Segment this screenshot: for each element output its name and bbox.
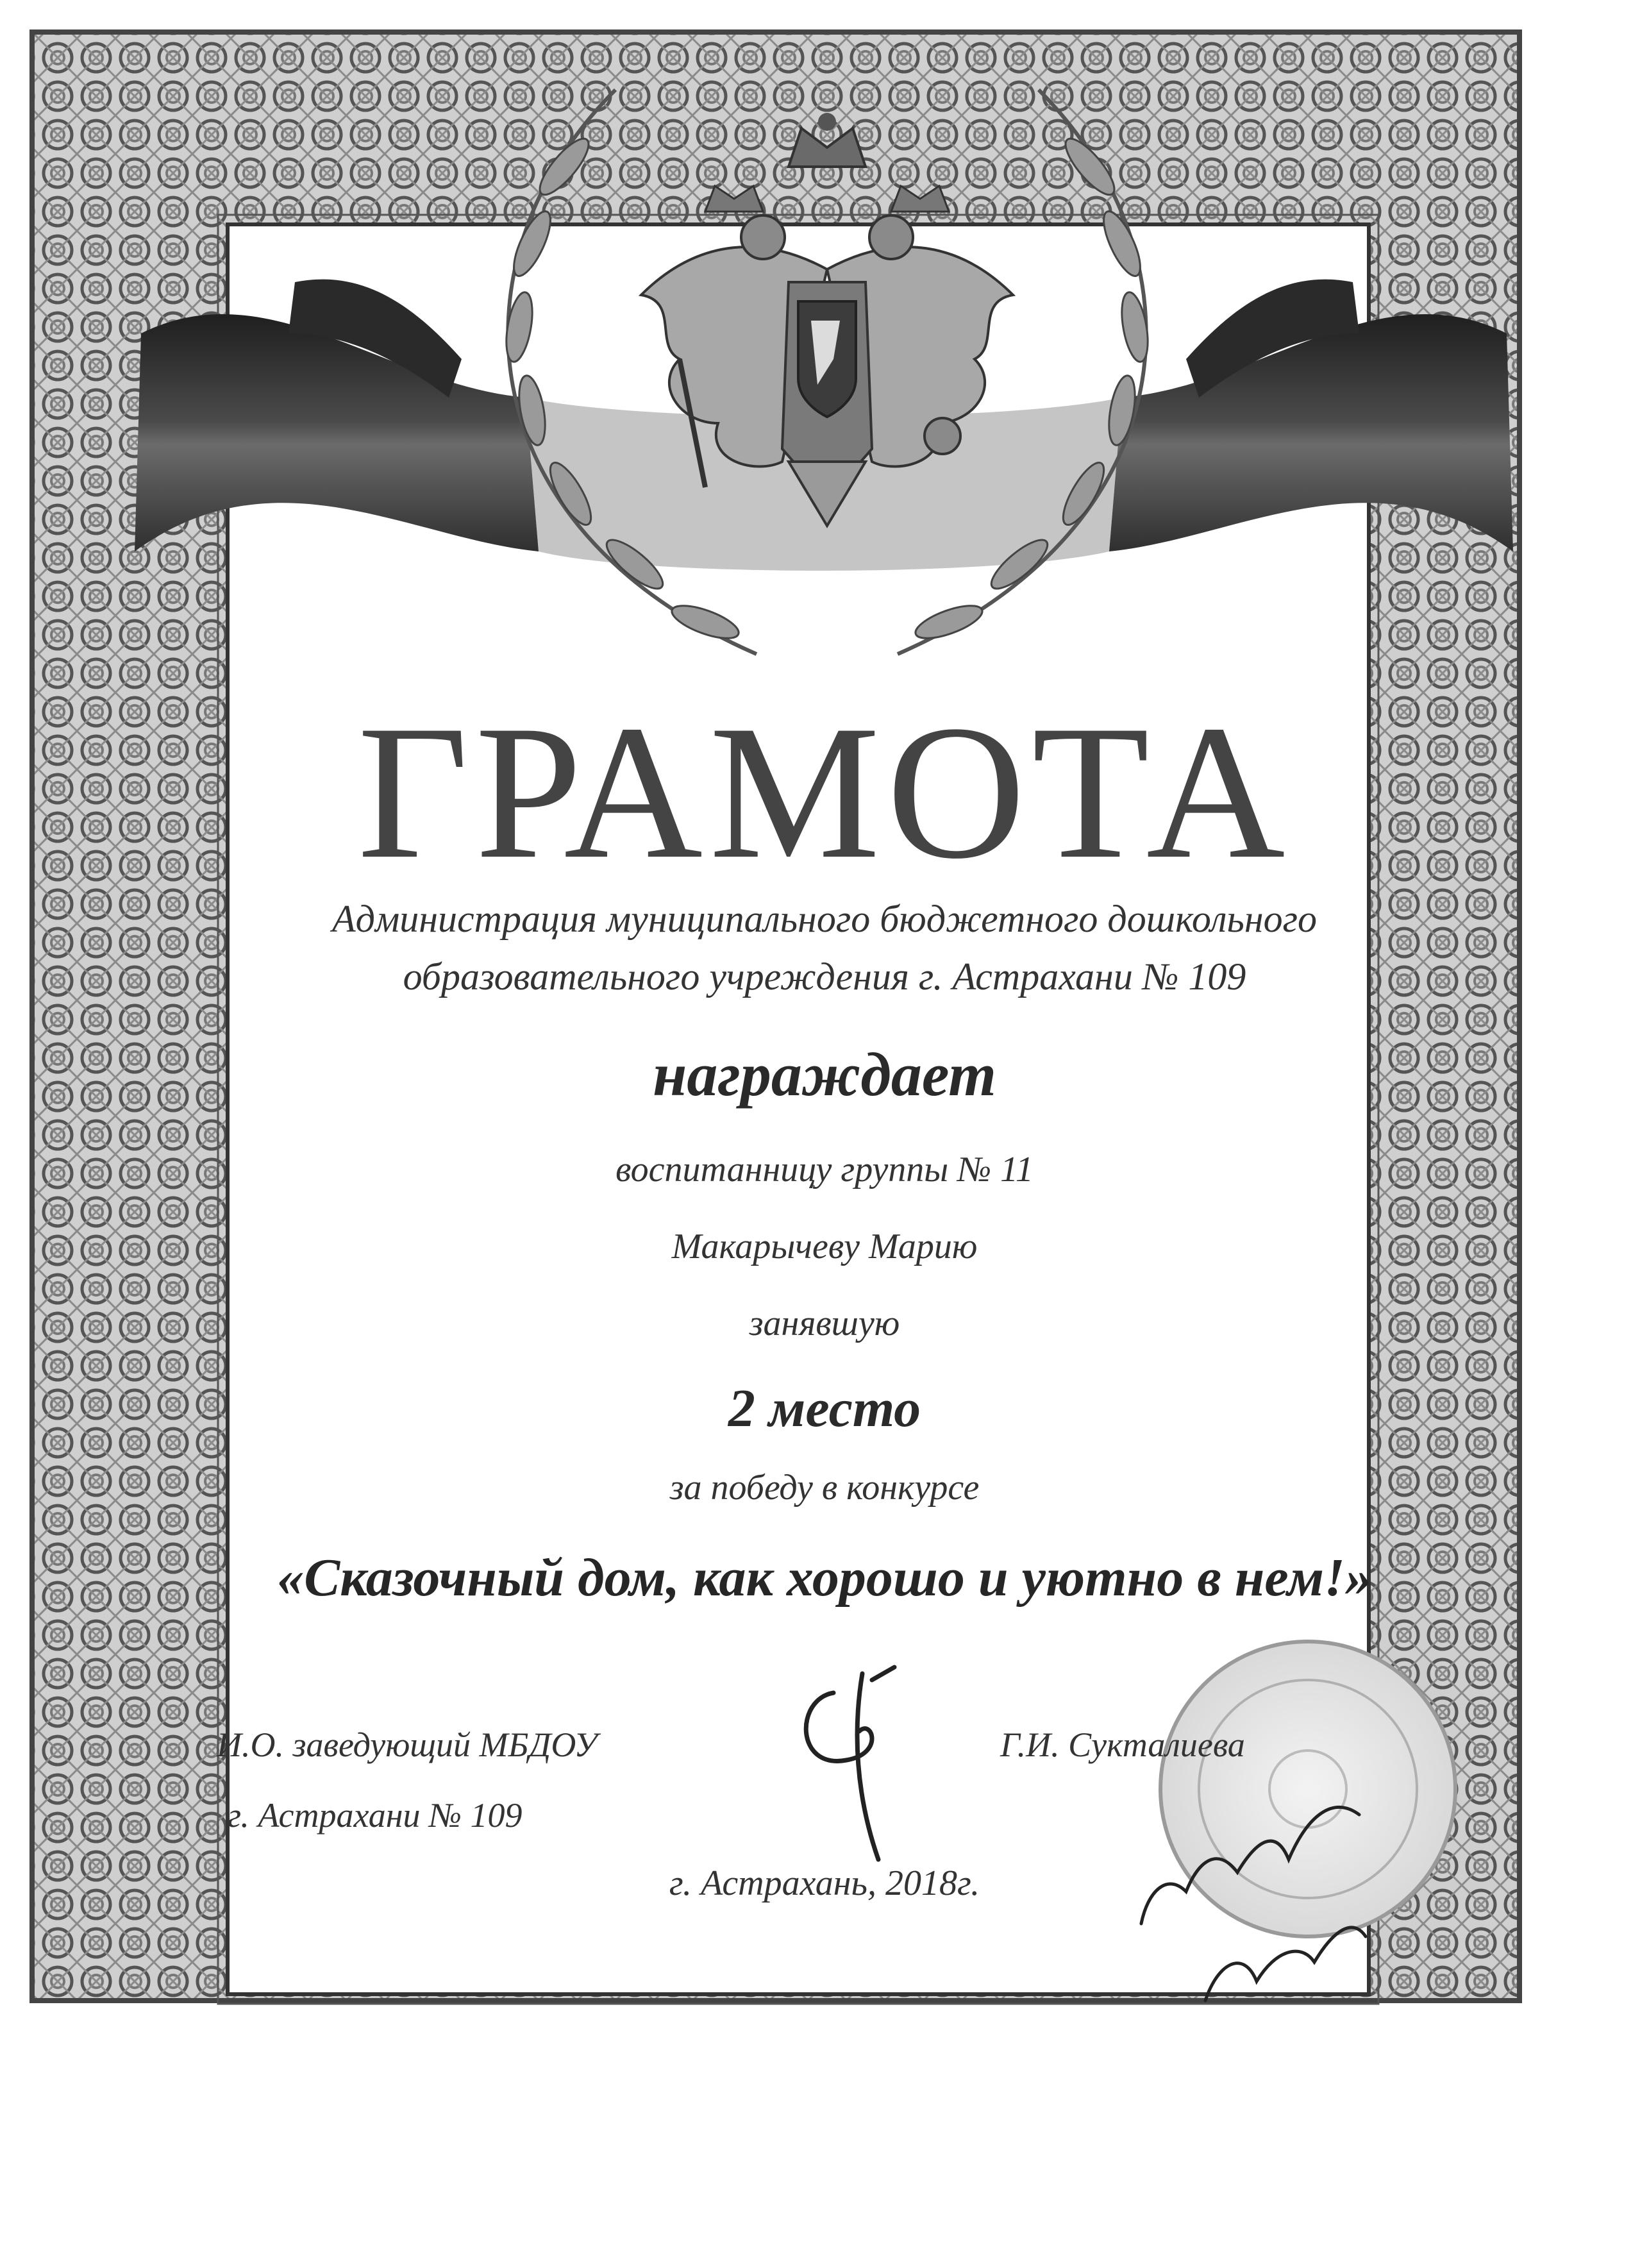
certificate-title: ГРАМОТА bbox=[357, 685, 1292, 898]
took-label: занявшую bbox=[749, 1304, 900, 1343]
recipient-description: воспитанницу группы № 11 bbox=[615, 1150, 1034, 1189]
administration-line-2: образовательного учреждения г. Астрахани № 109 bbox=[403, 955, 1246, 998]
recipient-name: Макарычеву Марию bbox=[671, 1227, 978, 1266]
city-date: г. Астрахань, 2018г. bbox=[669, 1863, 980, 1903]
contest-name: «Сказочный дом, как хорошо и уютно в нем!» bbox=[277, 1548, 1372, 1608]
place-label: 2 место bbox=[728, 1379, 921, 1438]
reason-label: за победу в конкурсе bbox=[669, 1468, 980, 1508]
awards-heading: награждает bbox=[653, 1040, 996, 1109]
signer-name: Г.И. Сукталиева bbox=[1000, 1726, 1245, 1764]
administration-line-1: Администрация муниципального бюджетного дошкольного bbox=[331, 898, 1317, 940]
signer-position-line-2: г. Астрахани № 109 bbox=[228, 1796, 523, 1835]
signer-position-line-1: И.О. заведующий МБДОУ bbox=[217, 1726, 598, 1764]
